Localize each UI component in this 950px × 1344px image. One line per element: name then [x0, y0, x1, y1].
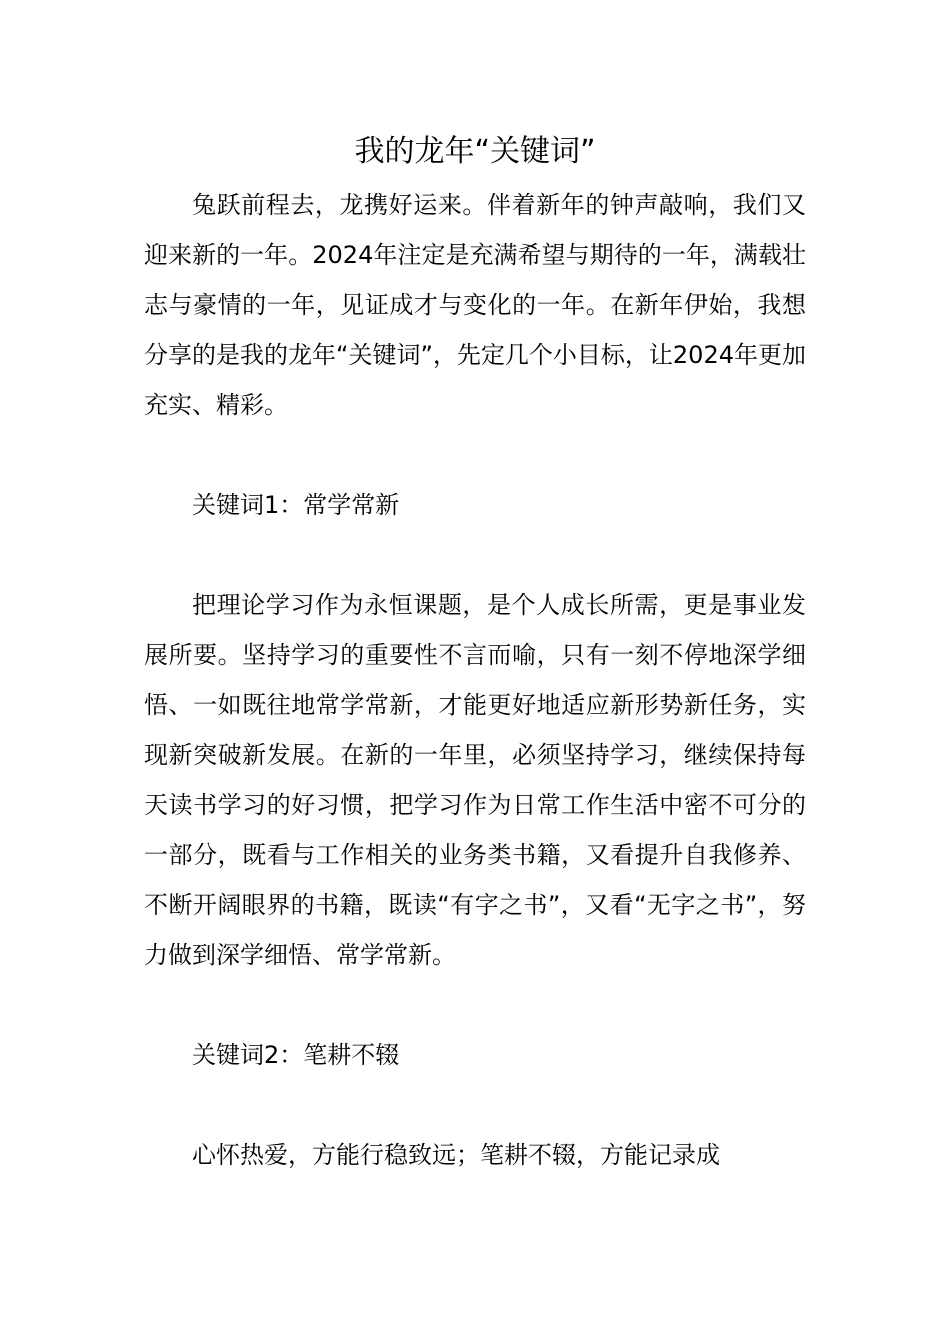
- section-2-body: 心怀热爱，方能行稳致远；笔耕不辍，方能记录成: [192, 1141, 720, 1169]
- section-2-heading: 关键词2：笔耕不辍: [192, 1041, 400, 1069]
- document-title: 我的龙年“关键词”: [354, 134, 596, 169]
- paragraph-spacer: [144, 980, 806, 1030]
- document-content: [144, 124, 806, 1180]
- paragraph-spacer: [144, 1080, 806, 1130]
- section-1-heading: 关键词1：常学常新: [192, 491, 400, 519]
- paragraph-spacer: [144, 530, 806, 580]
- section-1-body: 把理论学习作为永恒课题，是个人成长所需，更是事业发展所要。坚持学习的重要性不言而喻，只有一刻不停地深学细悟、一如既往地常学常新，才能更好地适应新形势新任务，实现新突破新发展。在新的一年里，必须坚持学习，继续保持每天读书学习的好习惯，把学习作为日常工作生活中密不可分的一部分，既看与工作相关的业务类书籍，又看提升自我修养、不断开阔眼界的书籍，既读“有字之书”，又看“无字之书”，努力做到深学细悟、常学常新。: [144, 591, 806, 969]
- intro-paragraph: 兔跃前程去，龙携好运来。伴着新年的钟声敲响，我们又迎来新的一年。2024年注定是充满希望与期待的一年，满载壮志与豪情的一年，见证成才与变化的一年。在新年伊始，我想分享的是我的龙年“关键词”，先定几个小目标，让2024年更加充实、精彩。: [144, 191, 806, 419]
- paragraph-spacer: [144, 430, 806, 480]
